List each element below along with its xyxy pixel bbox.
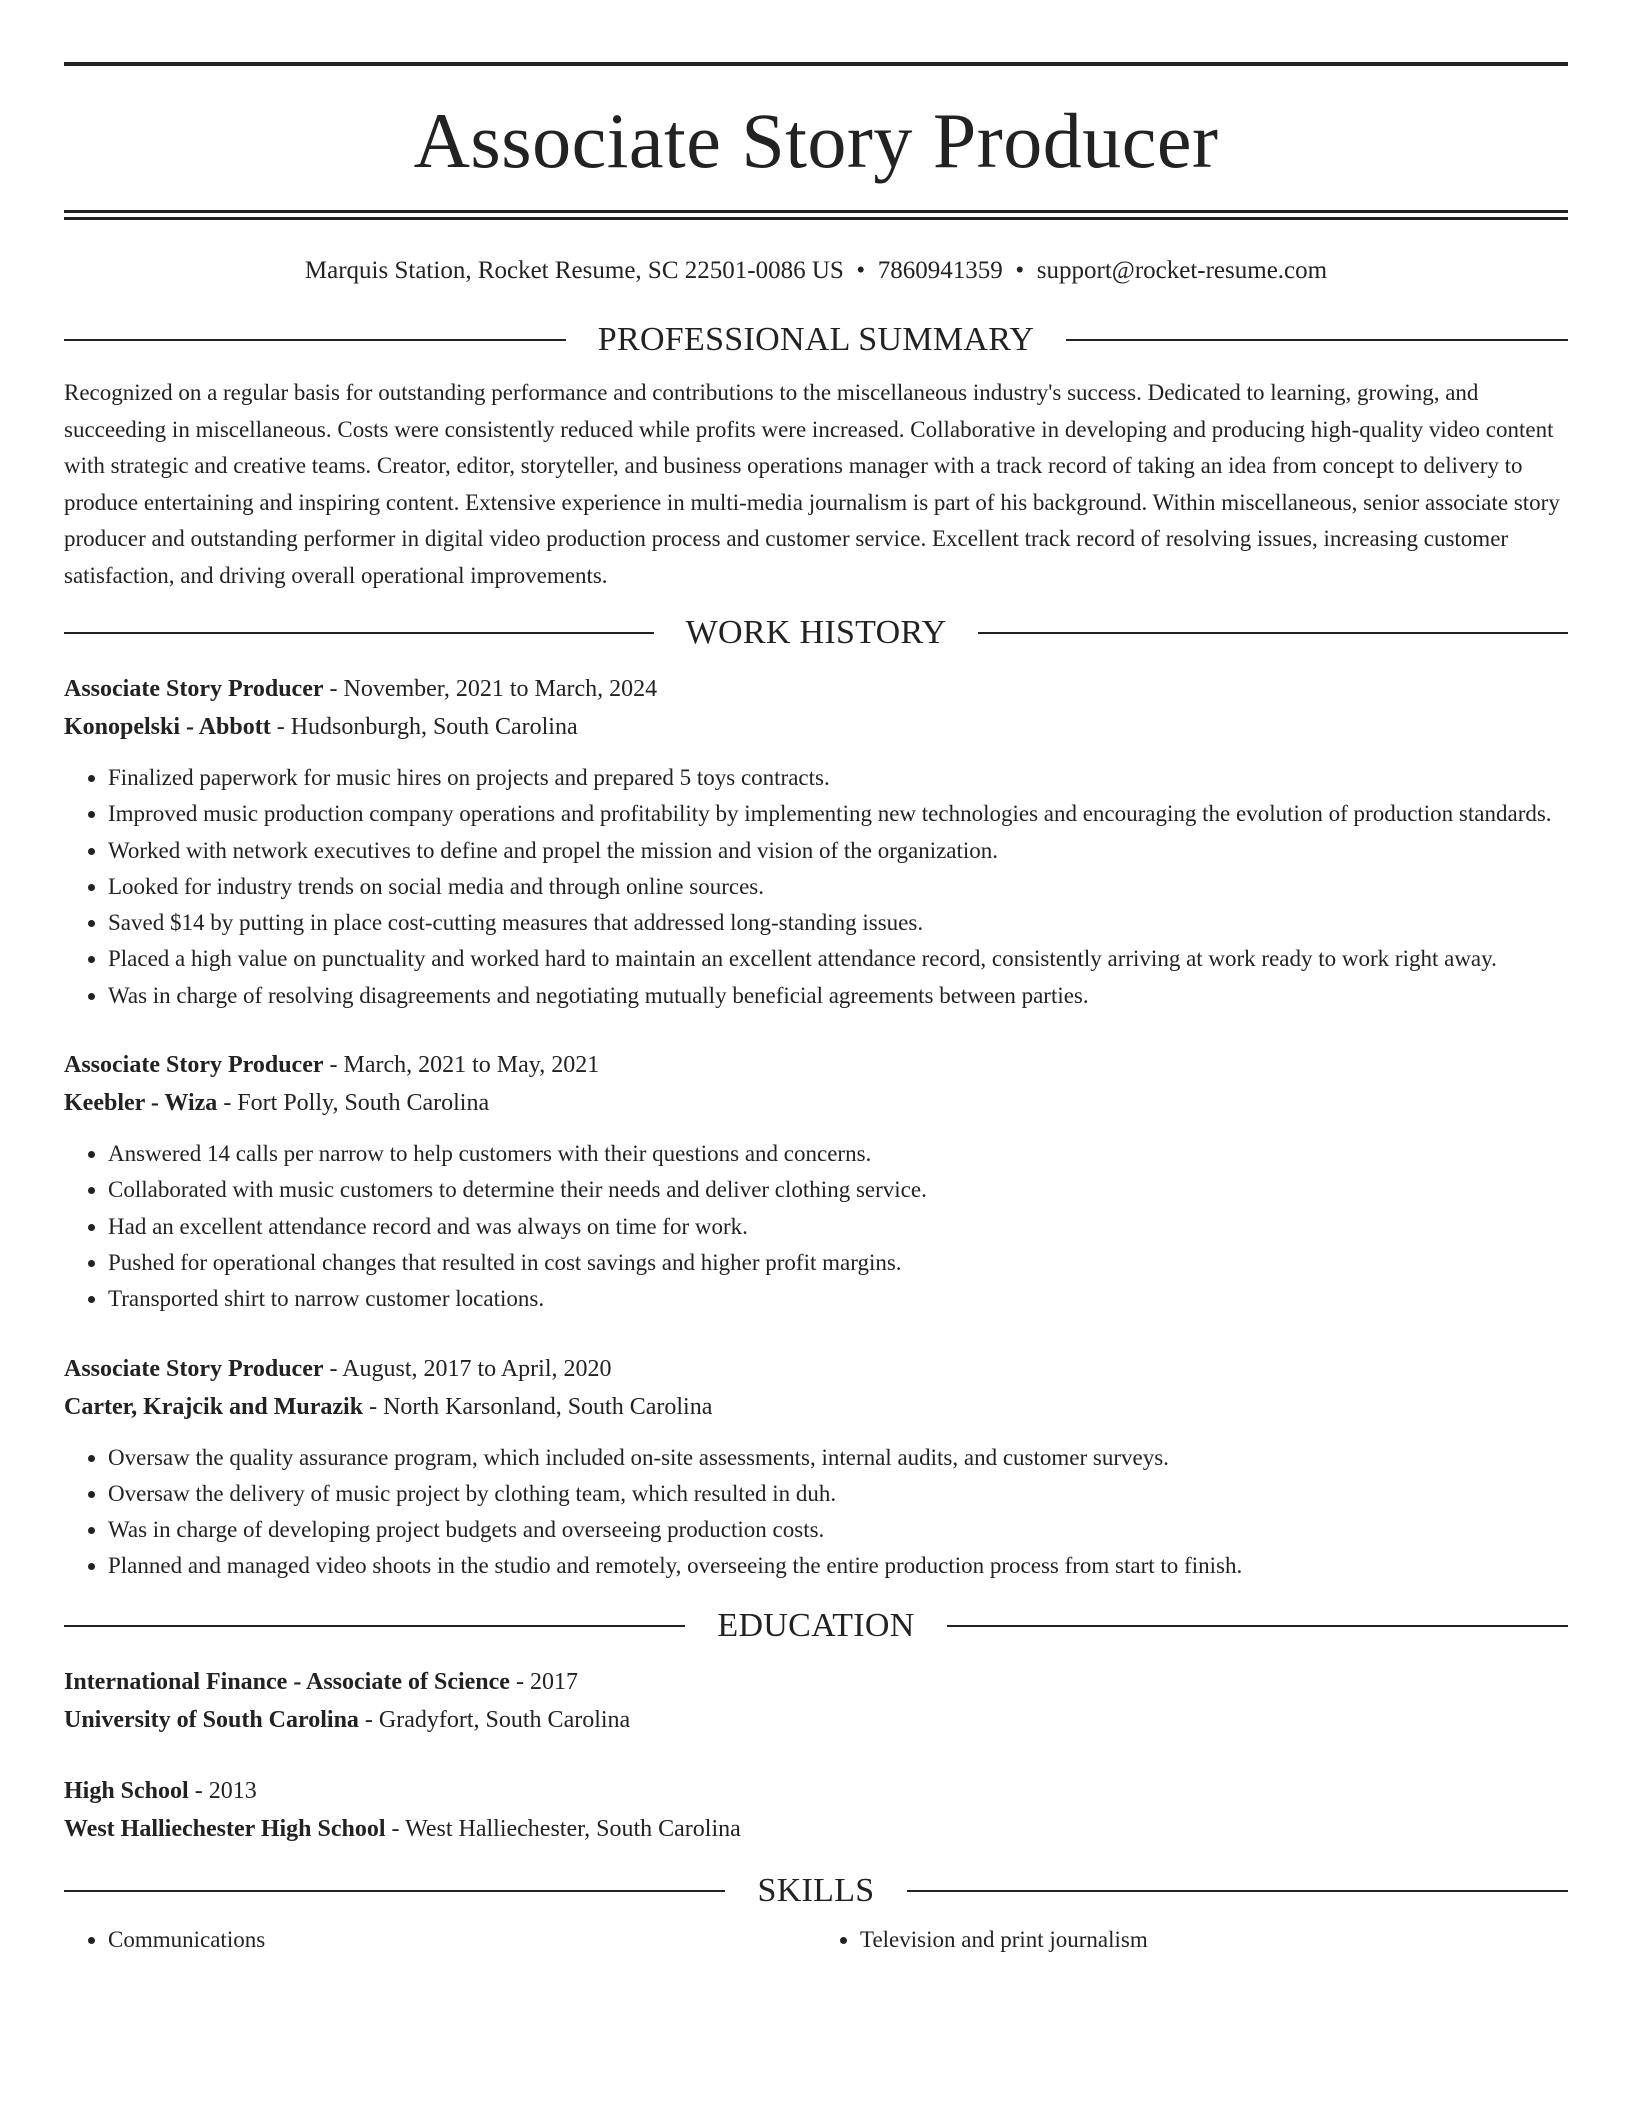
degree-line [64, 1663, 1568, 1701]
top-rule [64, 62, 1568, 66]
school-location: - Gradyfort, South Carolina [358, 1706, 631, 1733]
contact-email: support@rocket-resume.com [1036, 257, 1328, 284]
job-bullet: • Was in charge of resolving disagreements and negotiating mutually beneficial agreements between parties. [108, 978, 1568, 1014]
work-heading-row [64, 616, 1568, 650]
skills-heading-row [64, 1871, 1568, 1909]
job-bullet: • Improved music production company operations and profitability by implementing new technologies and encouraging the evolution of production standards. [108, 796, 1568, 832]
job-bullets [64, 1136, 1568, 1317]
job-title: Associate Story Producer [64, 676, 324, 702]
heading-rule-left [64, 1890, 725, 1892]
skills-columns [64, 1908, 1568, 1958]
education-heading: EDUCATION [717, 1606, 915, 1644]
heading-rule-right [1066, 339, 1568, 341]
resume-title: Associate Story Producer [413, 97, 1219, 184]
title-double-rule [64, 210, 1568, 220]
resume-page [64, 0, 1568, 1958]
contact-separator: • [1015, 257, 1025, 284]
job-entry [64, 670, 1568, 1014]
degree-line [64, 1772, 1568, 1810]
job-bullet: • Had an excellent attendance record and was always on time for work. [108, 1209, 1568, 1245]
degree-name: International Finance - Associate of Science [64, 1668, 510, 1695]
job-location: - North Karsonland, South Carolina [363, 1393, 713, 1420]
summary-heading-row [64, 323, 1568, 357]
heading-rule-left [64, 1625, 685, 1627]
job-entry [64, 1350, 1568, 1585]
job-bullet: • Oversaw the quality assurance program, which included on-site assessments, internal audits, and customer surveys. [108, 1440, 1568, 1476]
job-entry [64, 1046, 1568, 1317]
school-location: - West Halliechester, South Carolina [385, 1815, 741, 1842]
job-title: Associate Story Producer [64, 1355, 324, 1382]
job-company-line [64, 1388, 1568, 1426]
school-name: University of South Carolina [64, 1706, 359, 1733]
job-bullets [64, 1440, 1568, 1585]
education-entry [64, 1663, 1568, 1739]
contact-line [64, 258, 1568, 283]
job-title: Associate Story Producer [64, 1052, 324, 1079]
job-bullet: • Oversaw the delivery of music project by clothing team, which resulted in duh. [108, 1476, 1568, 1512]
skills-list-left [64, 1922, 816, 1958]
degree-name: High School [64, 1777, 189, 1804]
job-dates: - March, 2021 to May, 2021 [323, 1052, 600, 1079]
heading-rule-right [947, 1625, 1568, 1627]
job-company-line [64, 1084, 1568, 1122]
job-bullet: • Planned and managed video shoots in the studio and remotely, overseeing the entire production process from start to finish. [108, 1548, 1568, 1584]
job-company: Keebler - Wiza [64, 1090, 218, 1117]
job-dates: - August, 2017 to April, 2020 [323, 1355, 612, 1382]
job-company: Carter, Krajcik and Murazik [64, 1393, 364, 1420]
skill-item: • Television and print journalism [860, 1922, 1568, 1958]
skills-heading: SKILLS [757, 1871, 875, 1909]
job-bullet: • Saved $14 by putting in place cost-cutting measures that addressed long-standing issues. [108, 905, 1568, 941]
job-bullet: • Placed a high value on punctuality and worked hard to maintain an excellent attendance record, consistently arriving at work ready to work right away. [108, 941, 1568, 977]
job-title-line [64, 670, 1568, 708]
work-heading: WORK HISTORY [685, 614, 947, 651]
job-dates: - November, 2021 to March, 2024 [323, 676, 658, 702]
school-line [64, 1701, 1568, 1739]
education-entry [64, 1772, 1568, 1848]
contact-separator: • [856, 257, 866, 284]
job-bullet: • Collaborated with music customers to determine their needs and deliver clothing service. [108, 1172, 1568, 1208]
job-title-line [64, 1046, 1568, 1084]
school-line [64, 1810, 1568, 1848]
job-bullet: • Pushed for operational changes that resulted in cost savings and higher profit margins. [108, 1245, 1568, 1281]
heading-rule-right [978, 632, 1568, 634]
education-heading-row [64, 1606, 1568, 1644]
job-bullet: • Worked with network executives to define and propel the mission and vision of the organization. [108, 833, 1568, 869]
heading-rule-left [64, 632, 654, 634]
job-location: - Fort Polly, South Carolina [217, 1090, 490, 1117]
contact-address: Marquis Station, Rocket Resume, SC 22501-0086 US [304, 257, 844, 284]
job-bullet: • Was in charge of developing project budgets and overseeing production costs. [108, 1512, 1568, 1548]
summary-heading: PROFESSIONAL SUMMARY [597, 321, 1035, 358]
school-name: West Halliechester High School [64, 1815, 386, 1842]
contact-phone: 7860941359 [877, 257, 1003, 284]
job-bullet: • Finalized paperwork for music hires on projects and prepared 5 toys contracts. [108, 760, 1568, 796]
heading-rule-left [64, 339, 566, 341]
skills-list-right [816, 1922, 1568, 1958]
summary-text: Recognized on a regular basis for outstanding performance and contributions to the miscellaneous industry's success. Dedicated to learning, growing, and succeeding in miscellaneous. Costs were consistently reduced while profits were increased. Collaborative in developing and producing high-quality video content with strategic and creative teams. Creator, editor, storyteller, and business operations manager with a track record of taking an idea from concept to delivery to produce entertaining and inspiring content. Extensive experience in multi-media journalism is part of his background. Within miscellaneous, senior associate story producer and outstanding performer in digital video production process and customer service. Excellent track record of resolving issues, increasing customer satisfaction, and driving overall operational improvements. [64, 380, 1560, 588]
job-title-line [64, 1350, 1568, 1388]
skill-item: • Communications [108, 1922, 816, 1958]
heading-rule-right [907, 1890, 1568, 1892]
job-bullet: • Looked for industry trends on social media and through online sources. [108, 869, 1568, 905]
job-bullet: • Answered 14 calls per narrow to help customers with their questions and concerns. [108, 1136, 1568, 1172]
job-location: - Hudsonburgh, South Carolina [270, 714, 578, 740]
job-bullets [64, 760, 1568, 1014]
job-company-line [64, 708, 1568, 746]
degree-year: - 2017 [509, 1668, 578, 1695]
degree-year: - 2013 [188, 1777, 257, 1804]
job-bullet: • Transported shirt to narrow customer locations. [108, 1281, 1568, 1317]
job-company: Konopelski - Abbott [64, 714, 271, 740]
